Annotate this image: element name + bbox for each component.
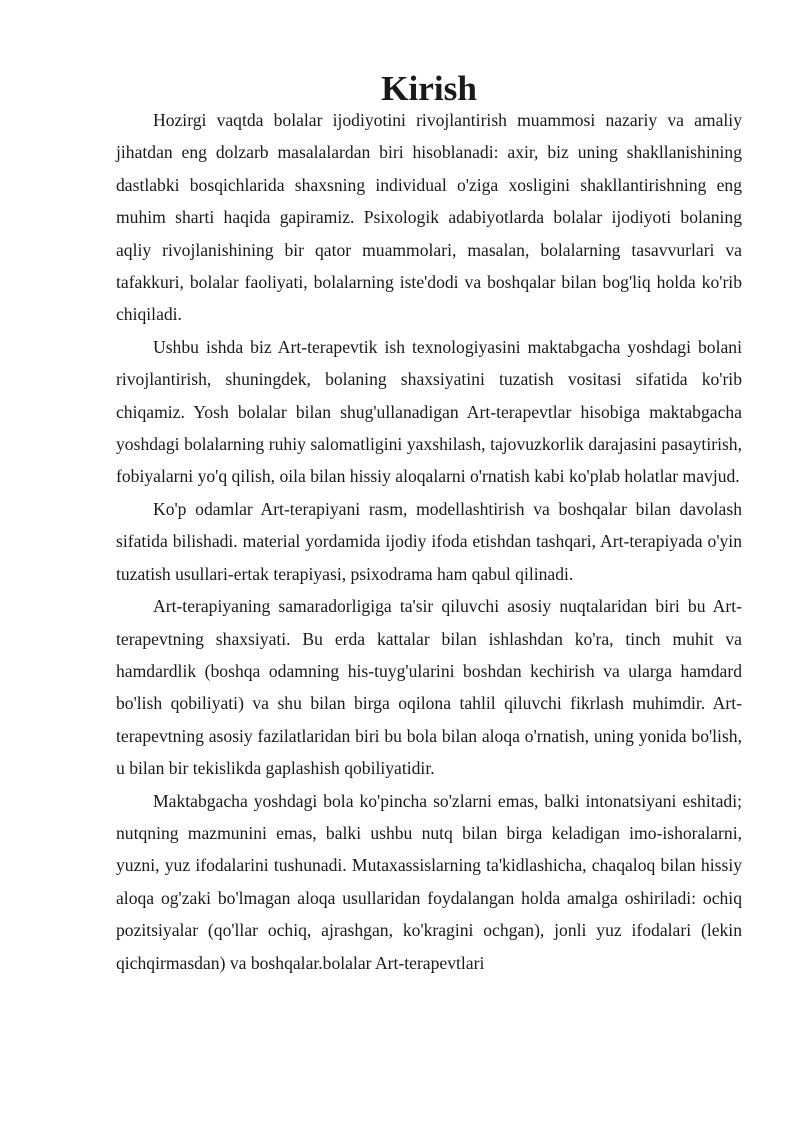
document-body bbox=[116, 69, 742, 979]
paragraph: Maktabgacha yoshdagi bola ko'pincha so'zlarni emas, balki intonatsiyani eshitadi; nutqning mazmunini emas, balki ushbu nutq bilan birga keladigan imo-ishoralarni, yuzni, yuz ifodalarini tushunadi. Mutaxassislarning ta'kidlashicha, chaqaloq bilan hissiy aloqa og'zaki bo'lmagan aloqa usullaridan foydalangan holda amalga oshiriladi: ochiq pozitsiyalar (qo'llar ochiq, ajrashgan, ko'kragini ochgan), jonli yuz ifodalari (lekin qichqirmasdan) va boshqalar.bolalar Art-terapevtlari bbox=[116, 790, 742, 973]
paragraph: Hozirgi vaqtda bolalar ijodiyotini rivojlantirish muammosi nazariy va amaliy jihatdan eng dolzarb masalalardan biri hisoblanadi: axir, biz uning shakllanishining dastlabki bosqichlarida shaxsning individual o'ziga xosligini shakllantirishning eng muhim sharti haqida gapiramiz. Psixologik adabiyotlarda bolalar ijodiyoti bolaning aqliy rivojlanishining bir qator muammolari, masalan, bolalarning tasavvurlari va tafakkuri, bolalar faoliyati, bolalarning iste'dodi va boshqalar bilan bog'liq holda ko'rib chiqiladi. bbox=[116, 110, 742, 325]
paragraph: Ko'p odamlar Art-terapiyani rasm, modellashtirish va boshqalar bilan davolash sifatida bilishadi. material yordamida ijodiy ifoda etishdan tashqari, Art-terapiyada o'yin tuzatish usullari-ertak terapiyasi, psixodrama ham qabul qilinadi. bbox=[116, 498, 742, 584]
paragraph: Art-terapiyaning samaradorligiga ta'sir qiluvchi asosiy nuqtalaridan biri bu Art-terapevtning shaxsiyati. Bu erda kattalar bilan ishlashdan ko'ra, tinch muhit va hamdardlik (boshqa odamning his-tuyg'ularini boshdan kechirish va ularga hamdard bo'lish qobiliyati) va shu bilan birga oqilona tahlil qiluvchi fikrlash muhimdir. Art-terapevtning asosiy fazilatlaridan biri bu bola bilan aloqa o'rnatish, uning yonida bo'lish, u bilan bir tekislikda gaplashish qobiliyatidir. bbox=[116, 596, 742, 779]
paragraph: Ushbu ishda biz Art-terapevtik ish texnologiyasini maktabgacha yoshdagi bolani rivojlantirish, shuningdek, bolaning shaxsiyatini tuzatish vositasi sifatida ko'rib chiqamiz. Yosh bolalar bilan shug'ullanadigan Art-terapevtlar hisobiga maktabgacha yoshdagi bolalarning ruhiy salomatligini yaxshilash, tajovuzkorlik darajasini pasaytirish, fobiyalarni yo'q qilish, oila bilan hissiy aloqalarni o'rnatish kabi ko'plab holatlar mavjud. bbox=[116, 336, 742, 487]
document-title: Kirish bbox=[381, 69, 477, 108]
